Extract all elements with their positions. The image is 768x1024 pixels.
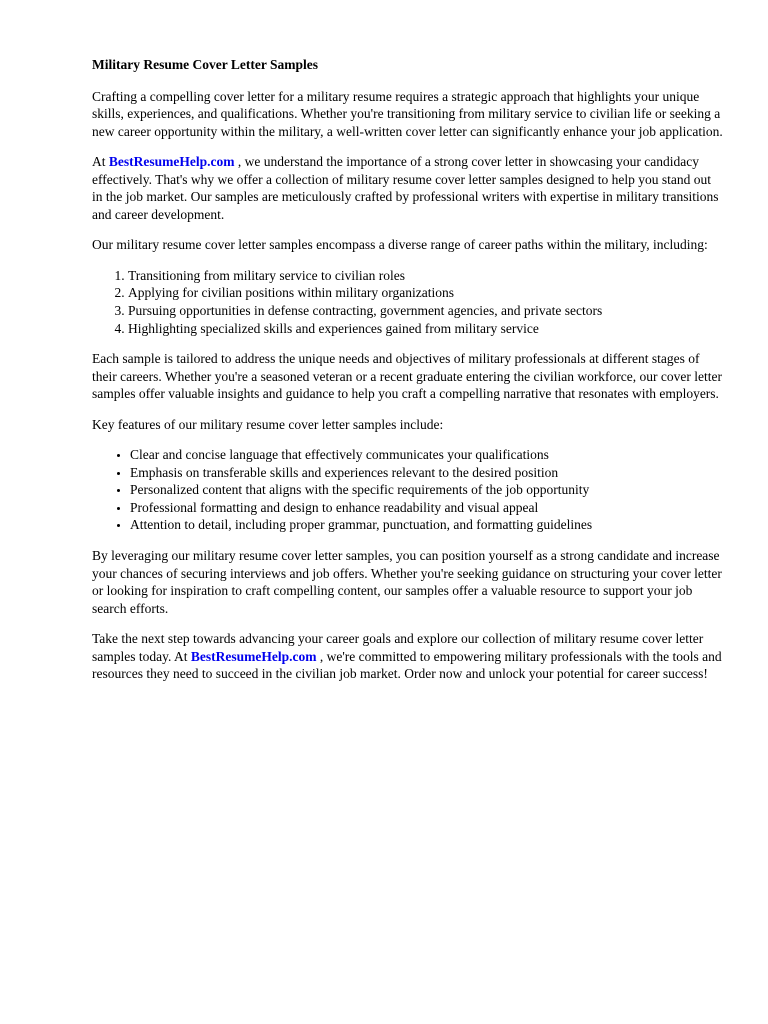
paragraph-leverage: By leveraging our military resume cover letter samples, you can position yourself as a strong candidate and increase your chances of securing interviews and job offers. Whether you're seeking guidance on structuring your cover letter or looking for inspiration to craft compelling content, our samples offer a valuable resource to support your job search efforts. <box>92 548 722 616</box>
bestresumehelp-link[interactable]: BestResumeHelp.com <box>190 648 317 664</box>
list-item: • Clear and concise language that effectively communicates your qualifications <box>130 446 724 464</box>
list-item: • Attention to detail, including proper grammar, punctuation, and formatting guidelines <box>130 516 724 534</box>
paragraph-about-prefix: At <box>92 154 109 170</box>
list-item: 4. Highlighting specialized skills and experiences gained from military service <box>128 320 724 338</box>
list-item: • Personalized content that aligns with the specific requirements of the job opportunity <box>130 481 724 499</box>
list-item: 2. Applying for civilian positions within military organizations <box>128 284 724 302</box>
paragraph-range-intro: Our military resume cover letter samples encompass a diverse range of career paths within the military, including: <box>92 237 708 253</box>
paragraph-about <box>92 153 724 223</box>
document-content <box>92 56 724 696</box>
paragraph-closing-prefix: Take the next step towards advancing your career goals and explore our collection of military resume cover letter samples today. At <box>92 631 704 664</box>
career-paths-list <box>92 267 724 337</box>
paragraph-features-intro: Key features of our military resume cover letter samples include: <box>92 416 444 432</box>
list-item: 3. Pursuing opportunities in defense contracting, government agencies, and private sectors <box>128 302 724 320</box>
list-item: 1. Transitioning from military service to civilian roles <box>128 267 724 285</box>
paragraph-closing-suffix: , we're committed to empowering military professionals with the tools and resources they need to succeed in the civilian job market. Order now and unlock your potential for career success! <box>92 648 722 682</box>
paragraph-intro: Crafting a compelling cover letter for a military resume requires a strategic approach that highlights your unique skills, experiences, and qualifications. Whether you're transitioning from military service to civilian life or seeking a new career opportunity within the military, a well-written cover letter can significantly enhance your job application. <box>92 88 723 139</box>
paragraph-closing <box>92 630 724 683</box>
list-item: • Emphasis on transferable skills and experiences relevant to the desired position <box>130 464 724 482</box>
paragraph-tailored: Each sample is tailored to address the unique needs and objectives of military professionals at different stages of their careers. Whether you're a seasoned veteran or a recent graduate entering the civilian workforce, our cover letter samples offer valuable insights and guidance to help you craft a compelling narrative that resonates with employers. <box>92 351 722 402</box>
list-item: • Professional formatting and design to enhance readability and visual appeal <box>130 499 724 517</box>
bestresumehelp-link[interactable]: BestResumeHelp.com <box>108 154 235 170</box>
paragraph-about-suffix: , we understand the importance of a strong cover letter in showcasing your candidacy effectively. That's why we offer a collection of military resume cover letter samples designed to help you stand out in the job market. Our samples are meticulously crafted by professional writers with expertise in military transitions and career development. <box>92 154 719 222</box>
key-features-list <box>92 446 724 534</box>
document-title: Military Resume Cover Letter Samples <box>92 57 318 72</box>
